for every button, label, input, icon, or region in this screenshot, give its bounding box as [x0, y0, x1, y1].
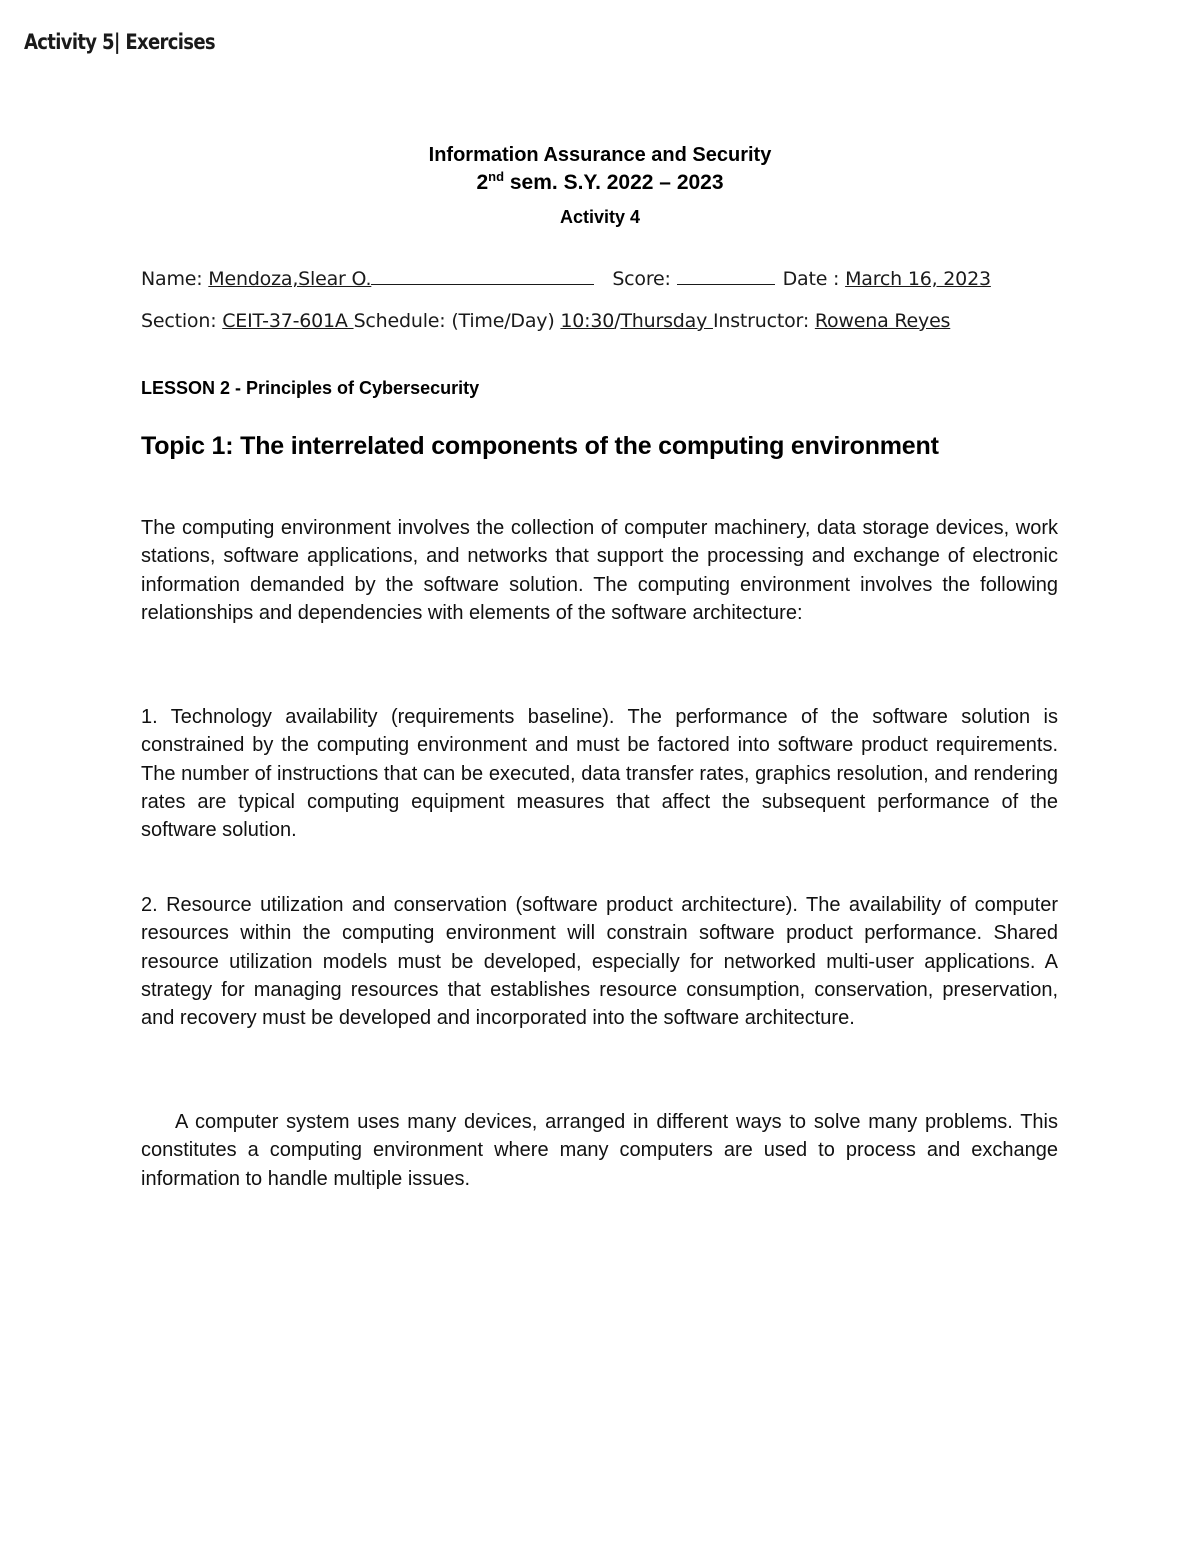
section-info-row: [141, 310, 950, 332]
score-label: Score:: [612, 268, 677, 290]
lesson-heading: LESSON 2 - Principles of Cybersecurity: [141, 378, 480, 398]
name-value: Mendoza,Slear O.: [208, 268, 372, 290]
course-title: Information Assurance and Security: [428, 144, 772, 166]
schedule-separator: /: [614, 310, 621, 332]
name-label: Name:: [141, 268, 209, 290]
student-info-row: [141, 266, 991, 290]
date-value: March 16, 2023: [845, 268, 991, 290]
schedule-label: Schedule: (Time/Day): [353, 310, 561, 332]
semester-line: [0, 171, 1200, 195]
document-corner-title: Activity 5| Exercises: [24, 30, 215, 54]
score-blank-line: [677, 266, 775, 285]
item-2-paragraph: 2. Resource utilization and conservation (software product architecture). The availability of computer resources within the computing environment will constrain software product performance. Shared resource utilization models must be developed, especially for networked multi-user applications. A strategy for managing resources that establishes resource consumption, conservation, preservation, and recovery must be developed and incorporated into the software architecture.: [141, 894, 1058, 1030]
instructor-label: Instructor:: [712, 310, 815, 332]
semester-rest: sem. S.Y. 2022 – 2023: [504, 171, 724, 194]
section-value: CEIT-37-601A: [222, 310, 354, 332]
section-label: Section:: [141, 310, 223, 332]
semester-number: 2: [476, 171, 489, 194]
instructor-value: Rowena Reyes: [814, 310, 951, 332]
name-blank-line: [371, 266, 594, 285]
schedule-time: 10:30: [560, 310, 615, 332]
item-1-paragraph: 1. Technology availability (requirements baseline). The performance of the software solution is constrained by the computing environment and must be factored into software product requirements. The number of instructions that can be executed, data transfer rates, graphics resolution, and rendering rates are typical computing equipment measures that affect the subsequent performance of the software solution.: [141, 706, 1058, 842]
date-label: Date :: [782, 268, 846, 290]
intro-paragraph: The computing environment involves the collection of computer machinery, data storage devices, work stations, software applications, and networks that support the processing and exchange of electronic information demanded by the software solution. The computing environment involves the following relationships and dependencies with elements of the software architecture:: [141, 517, 1058, 624]
activity-title: Activity 4: [559, 207, 641, 227]
topic-heading: Topic 1: The interrelated components of the computing environment: [141, 432, 939, 460]
schedule-day: Thursday: [620, 310, 713, 332]
semester-suffix: nd: [488, 169, 505, 184]
summary-paragraph: A computer system uses many devices, arranged in different ways to solve many problems. This constitutes a computing environment where many computers are used to process and exchange information to handle multiple issues.: [141, 1111, 1058, 1190]
